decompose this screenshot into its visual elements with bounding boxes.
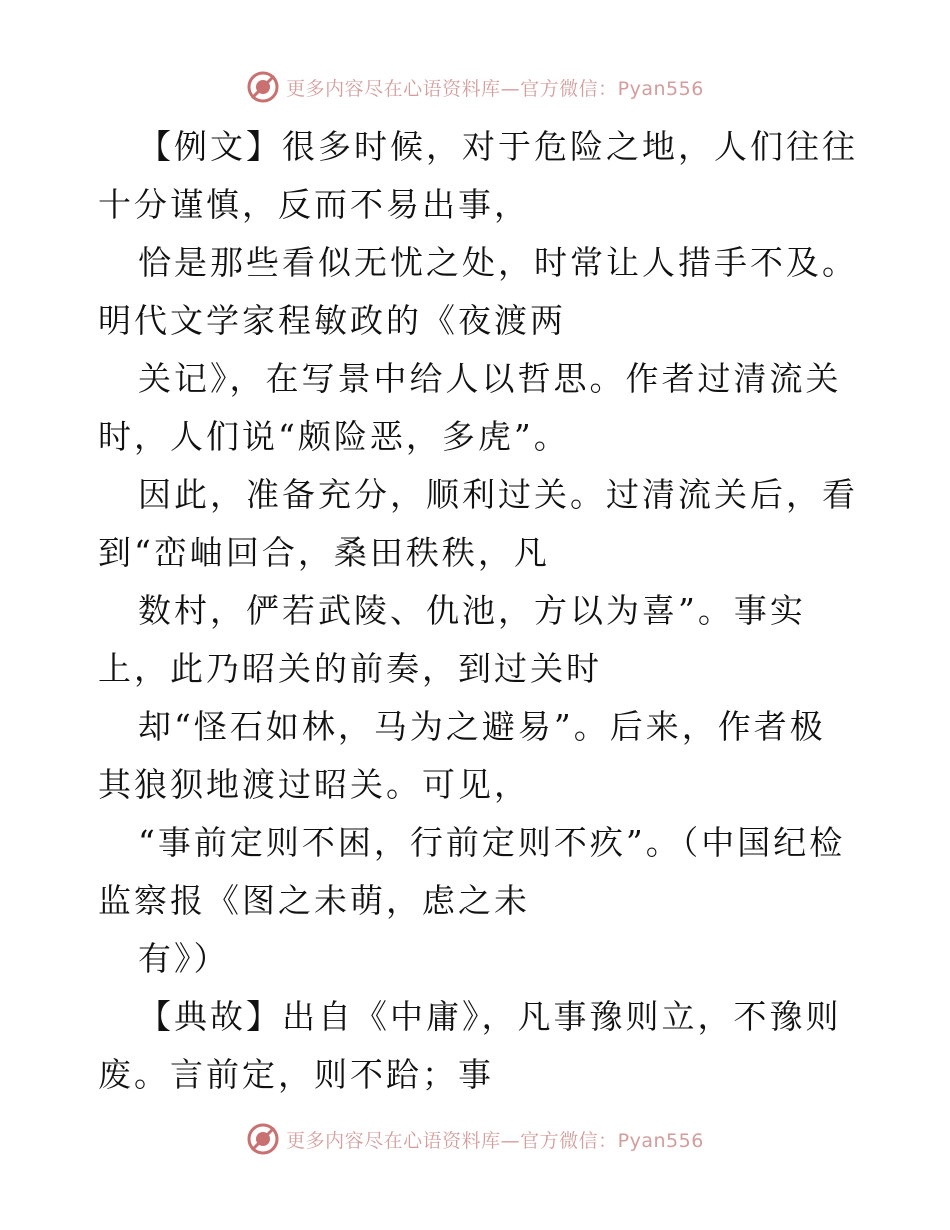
document-body <box>98 118 858 1104</box>
paragraph-example-4: 因此，准备充分，顺利过关。过清流关后，看到“峦岫回合，桑田秩秩，凡 <box>98 475 858 572</box>
paragraph-example-6: 却“怪石如林，马为之避易”。后来，作者极其狼狈地渡过昭关。可见， <box>98 707 826 804</box>
paragraph-example-8: 有》） <box>138 939 230 978</box>
watermark-bottom <box>0 1122 950 1156</box>
watermark-text: 更多内容尽在心语资料库—官方微信：Pyan556 <box>286 1129 704 1152</box>
paragraph-allusion: 【典故】出自《中庸》，凡事豫则立，不豫则废。言前定，则不跲；事 <box>98 997 842 1094</box>
logo-icon <box>246 1122 280 1156</box>
watermark-top <box>0 70 950 104</box>
logo-icon <box>246 70 280 104</box>
watermark-text: 更多内容尽在心语资料库—官方微信：Pyan556 <box>286 77 704 100</box>
paragraph-example-2: 恰是那些看似无忧之处，时常让人措手不及。明代文学家程敏政的《夜渡两 <box>98 243 858 340</box>
paragraph-example-7: “事前定则不困，行前定则不疚”。（中国纪检监察报《图之未萌，虑之未 <box>98 823 846 920</box>
paragraph-example-5: 数村，俨若武陵、仇池，方以为喜”。事实上，此乃昭关的前奏，到过关时 <box>98 591 806 688</box>
paragraph-example-3: 关记》，在写景中给人以哲思。作者过清流关时，人们说“颇险恶，多虎”。 <box>98 359 842 456</box>
paragraph-example-1: 【例文】很多时候，对于危险之地，人们往往十分谨慎，反而不易出事， <box>98 127 858 224</box>
